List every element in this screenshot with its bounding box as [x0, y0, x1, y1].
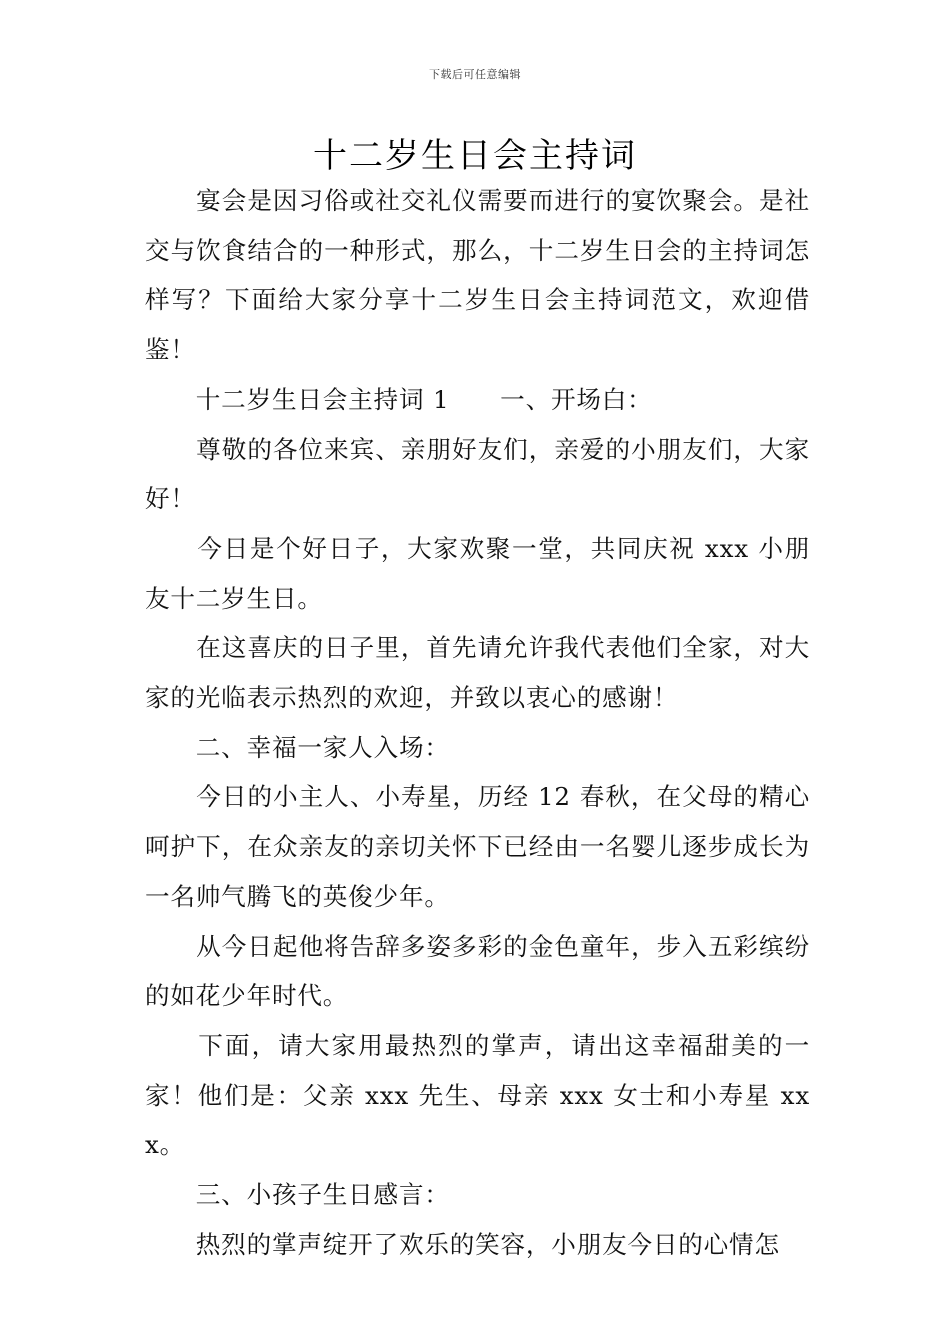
document-title: 十二岁生日会主持词: [313, 136, 637, 176]
paragraph-farewell-childhood: 从今日起他将告辞多姿多彩的金色童年，步入五彩缤纷的如花少年时代。: [145, 931, 810, 1011]
paragraph-section-heading-opening: 十二岁生日会主持词 1 一、开场白：: [145, 384, 653, 414]
paragraph-section-heading-speech: 三、小孩子生日感言：: [145, 1180, 450, 1210]
paragraph-section-heading-family: 二、幸福一家人入场：: [145, 732, 450, 762]
paragraph-applause: 热烈的掌声绽开了欢乐的笑容，小朋友今日的心情怎: [145, 1229, 780, 1259]
page-header-note: 下载后可任意编辑: [429, 68, 521, 81]
paragraph-welcome: 在这喜庆的日子里，首先请允许我代表他们全家，对大家的光临表示热烈的欢迎，并致以衷心的感谢！: [145, 633, 810, 713]
paragraph-invite-family: 下面，请大家用最热烈的掌声，请出这幸福甜美的一家！他们是：父亲 xxx 先生、母亲 xxx 女士和小寿星 xxx。: [145, 1030, 810, 1160]
paragraph-greeting: 尊敬的各位来宾、亲朋好友们，亲爱的小朋友们，大家好！: [145, 434, 810, 514]
paragraph-celebration: 今日是个好日子，大家欢聚一堂，共同庆祝 xxx 小朋友十二岁生日。: [145, 533, 810, 613]
document-body: [145, 176, 810, 1269]
paragraph-growth: 今日的小主人、小寿星，历经 12 春秋，在父母的精心呵护下，在众亲友的亲切关怀下已经由一名婴儿逐步成长为一名帅气腾飞的英俊少年。: [145, 782, 810, 911]
paragraph-intro: 宴会是因习俗或社交礼仪需要而进行的宴饮聚会。是社交与饮食结合的一种形式，那么，十二岁生日会的主持词怎样写？下面给大家分享十二岁生日会主持词范文，欢迎借鉴！: [145, 186, 810, 365]
